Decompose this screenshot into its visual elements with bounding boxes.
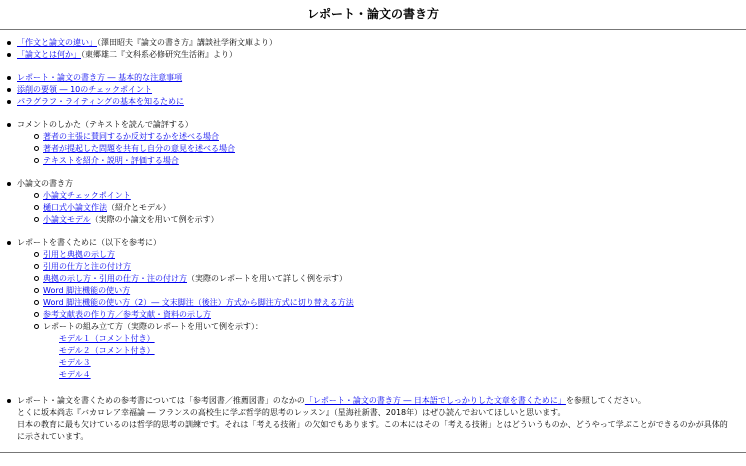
- list-item: [17, 119, 746, 167]
- list-item: [17, 37, 746, 49]
- list-item: [43, 261, 746, 273]
- comment-agree-link[interactable]: 著者の主張に賛同するか反対するかを述べる場合: [43, 132, 219, 141]
- list-item: [43, 309, 746, 321]
- model-3-link[interactable]: モデル３: [59, 358, 91, 367]
- list-item: [17, 395, 746, 407]
- list-item: [43, 131, 746, 143]
- list-item: [59, 369, 746, 381]
- list-item: [43, 297, 746, 309]
- bibliography-link[interactable]: 参考文献表の作り方／参考文献・資料の示し方: [43, 310, 211, 319]
- list-item: [43, 155, 746, 167]
- page-title: レポート・論文の書き方: [306, 7, 439, 21]
- paragraph-writing-link[interactable]: パラグラフ・ライティングの基本を知るために: [17, 97, 184, 106]
- correction-checkpoints-link[interactable]: 添削の要領 ― 10のチェックポイント: [17, 85, 153, 94]
- comment-share-link[interactable]: 著者が提起した問題を共有し自分の意見を述べる場合: [43, 144, 235, 153]
- comment-heading: コメントのしかた（テキストを読んで論評する）: [17, 120, 193, 129]
- list-item: [17, 84, 746, 96]
- list-item: [43, 190, 746, 202]
- list-item: [59, 345, 746, 357]
- list-item: [17, 237, 746, 381]
- comment-introduce-link[interactable]: テキストを紹介・説明・評価する場合: [43, 156, 179, 165]
- item-note: （実際のレポートを用いて詳しく例を示す）: [187, 274, 347, 283]
- list-item: [43, 249, 746, 261]
- report-heading: レポートを書くために（以下を参考に）: [17, 238, 161, 247]
- list-item: [59, 357, 746, 369]
- bottom-divider: [0, 452, 746, 453]
- higuchi-method-link[interactable]: 樋口式小論文作法: [43, 203, 107, 212]
- word-footnote-switch-link[interactable]: Word 脚注機能の使い方（2）― 文末脚注（後注）方式から脚注方式に切り替える方法: [43, 298, 354, 307]
- notes-section: [0, 395, 746, 407]
- essay-checkpoint-link[interactable]: 小論文チェックポイント: [43, 191, 131, 200]
- intro-list: [0, 37, 746, 61]
- notes-line3: 日本の教育に最も欠けているのは哲学的思考の訓練です。それは「考える技術」の欠如でもあります。この本にはその「考える技術」とはどういうものか、どうやって学ぶことができるのかが具体的に示されています。: [17, 420, 728, 441]
- list-item: [43, 214, 746, 226]
- notes-line1-after: を参照してください。: [565, 396, 646, 405]
- comment-sublist: [17, 131, 746, 167]
- list-item: [59, 333, 746, 345]
- report-sublist: [17, 249, 746, 381]
- citation-notes-link[interactable]: 引用の仕方と注の付け方: [43, 262, 131, 271]
- content: [0, 37, 746, 443]
- basics-list: [0, 72, 746, 108]
- essay-sublist: [17, 190, 746, 226]
- list-item: [43, 143, 746, 155]
- basic-notes-link[interactable]: レポート・論文の書き方 ― 基本的な注意事項: [17, 73, 183, 82]
- assembly-text: レポートの組み立て方（実際のレポートを用いて例を示す）：: [43, 322, 263, 331]
- top-divider: [0, 29, 746, 30]
- comment-section: [0, 119, 746, 167]
- list-item: [43, 202, 746, 214]
- notes-line2: とくに坂本尚志『バカロレア幸福論 ― フランスの高校生に学ぶ哲学的思考のレッスン』（星海社新書、2018年）はぜひ読んでおいてほしいと思います。: [17, 408, 566, 417]
- list-item: [43, 285, 746, 297]
- what-is-thesis-link[interactable]: 「論文とは何か」: [17, 50, 81, 59]
- notes-line1-before: レポート・論文を書くための参考書については「参考図書／推薦図書」のなかの: [17, 396, 305, 405]
- citation-detailed-link[interactable]: 典拠の示し方・引用の仕方・注の付け方: [43, 274, 187, 283]
- model-2-link[interactable]: モデル２（コメント付き）: [59, 346, 155, 355]
- list-item: [17, 178, 746, 226]
- item-note: （澤田昭夫『論文の書き方』講談社学術文庫より）: [97, 38, 277, 47]
- list-item: [17, 96, 746, 108]
- reference-books-link[interactable]: 「レポート・論文の書き方 ― 日本語でしっかりした文章を書くために」: [304, 396, 566, 405]
- essay-heading: 小論文の書き方: [17, 179, 73, 188]
- citation-source-link[interactable]: 引用と典拠の示し方: [43, 250, 115, 259]
- list-item: [17, 72, 746, 84]
- report-section: [0, 237, 746, 381]
- essay-section: [0, 178, 746, 226]
- notes-body: [0, 407, 746, 443]
- list-item: [43, 321, 746, 381]
- item-note: （紹介とモデル）: [107, 203, 171, 212]
- item-note: （実際の小論文を用いて例を示す）: [90, 215, 219, 224]
- model-list: [43, 333, 746, 381]
- essay-vs-thesis-link[interactable]: 「作文と論文の違い」: [17, 38, 97, 47]
- model-4-link[interactable]: モデル４: [59, 370, 91, 379]
- word-footnote-link[interactable]: Word 脚注機能の使い方: [43, 286, 131, 295]
- list-item: [43, 273, 746, 285]
- item-note: （東郷雄二『文科系必修研究生活術』より）: [81, 50, 237, 59]
- model-1-link[interactable]: モデル１（コメント付き）: [59, 334, 155, 343]
- list-item: [17, 49, 746, 61]
- essay-model-link[interactable]: 小論文モデル: [43, 215, 91, 224]
